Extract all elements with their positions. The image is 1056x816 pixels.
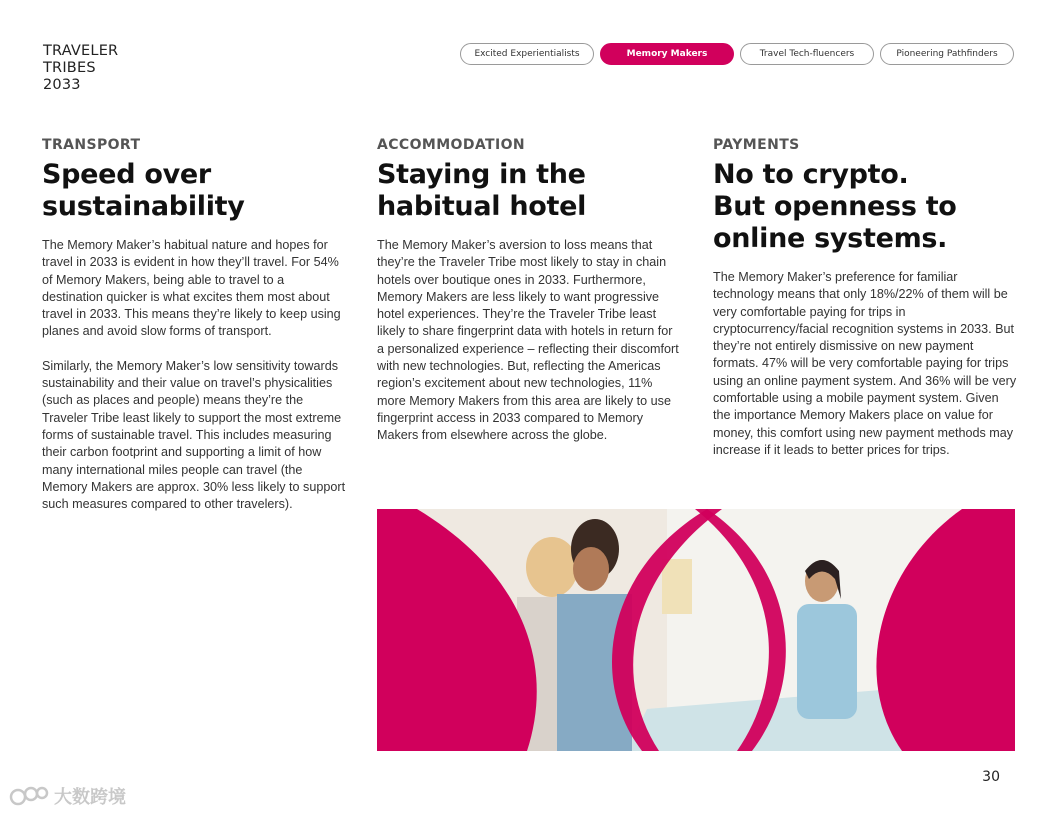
tab-pioneering-pathfinders[interactable]: Pioneering Pathfinders	[880, 43, 1014, 65]
tab-memory-makers[interactable]: Memory Makers	[600, 43, 734, 65]
headline-line: No to crypto.	[713, 159, 909, 190]
transport-column	[42, 137, 347, 513]
paragraph: Similarly, the Memory Maker’s low sensitivity towards sustainability and their value on travel’s physicalities (such as places and people) means they’re the Traveler Tribe least likely to support the most extreme forms of sustainable travel. This includes measuring their carbon footprint and supporting a limit of how many international miles people can travel (the Memory Makers are approx. 30% less likely to support such measures compared to other travelers).	[42, 358, 346, 512]
accommodation-column	[377, 137, 682, 445]
section-headline	[377, 159, 682, 223]
section-headline	[713, 159, 1018, 255]
lamp-shade	[662, 559, 692, 614]
watermark-text: 大数跨境	[54, 787, 126, 808]
watermark	[8, 783, 126, 809]
paragraph: The Memory Maker’s aversion to loss means that they’re the Traveler Tribe most likely to stay in chain hotels over boutique ones in 2033. Furthermore, Memory Makers are less likely to want progressive hotel experiences. They’re the Traveler Tribe least likely to share fingerprint data with hotels in return for a personalized experience – reflecting their discomfort with new technologies. But, reflecting the Americas region’s excitement about new technologies, 11% more Memory Makers from this area are likely to use fingerprint access in 2033 compared to Memory Makers from elsewhere across the globe.	[377, 238, 679, 443]
tribe-tabs	[460, 43, 1014, 65]
headline-line: But openness to	[713, 191, 957, 222]
section-kicker: ACCOMMODATION	[377, 137, 525, 153]
logo-line: TRAVELER	[43, 43, 119, 59]
section-body	[42, 237, 347, 513]
payments-column	[713, 137, 1018, 459]
tab-travel-tech-fluencers[interactable]: Travel Tech-fluencers	[740, 43, 874, 65]
paragraph: The Memory Maker’s preference for familiar technology means that only 18%/22% of them will be very comfortable paying for trips in cryptocurrency/facial recognition systems in 2033. But they’re not entirely dismissive on new payment formats. 47% will be very comfortable paying for trips using an online payment system. And 36% will be very comfortable using a mobile payment system. Given the importance Memory Makers place on value for money, this comfort using new payment methods may increase if it leads to better prices for trips.	[713, 270, 1017, 457]
headline-line: Staying in the	[377, 159, 586, 190]
section-kicker: TRANSPORT	[42, 137, 141, 153]
brand-logo	[43, 43, 118, 94]
receptionist-shirt	[797, 604, 857, 719]
section-kicker: PAYMENTS	[713, 137, 800, 153]
tab-excited-experientialists[interactable]: Excited Experientialists	[460, 43, 594, 65]
hotel-reception-photo	[377, 509, 1015, 751]
paragraph: The Memory Maker’s habitual nature and hopes for travel in 2033 is evident in how they’ll travel. For 54% of Memory Makers, being able to travel to a destination quicker is what excites them most about travel in 2033. This means they’re likely to keep using planes and avoid slow forms of transport.	[42, 238, 341, 339]
logo-line: 2033	[43, 77, 81, 93]
photo-illustration	[377, 509, 1015, 751]
headline-line: habitual hotel	[377, 191, 587, 222]
headline-line: online systems.	[713, 223, 948, 254]
logo-line: TRIBES	[43, 60, 96, 76]
watermark-logo-icon	[8, 785, 50, 807]
page-number: 30	[982, 769, 1000, 785]
guest-hair	[526, 537, 578, 597]
headline-line: Speed over	[42, 159, 211, 190]
headline-line: sustainability	[42, 191, 245, 222]
guest2-face	[573, 547, 609, 591]
section-body	[713, 269, 1018, 459]
section-body	[377, 237, 682, 445]
section-headline	[42, 159, 347, 223]
